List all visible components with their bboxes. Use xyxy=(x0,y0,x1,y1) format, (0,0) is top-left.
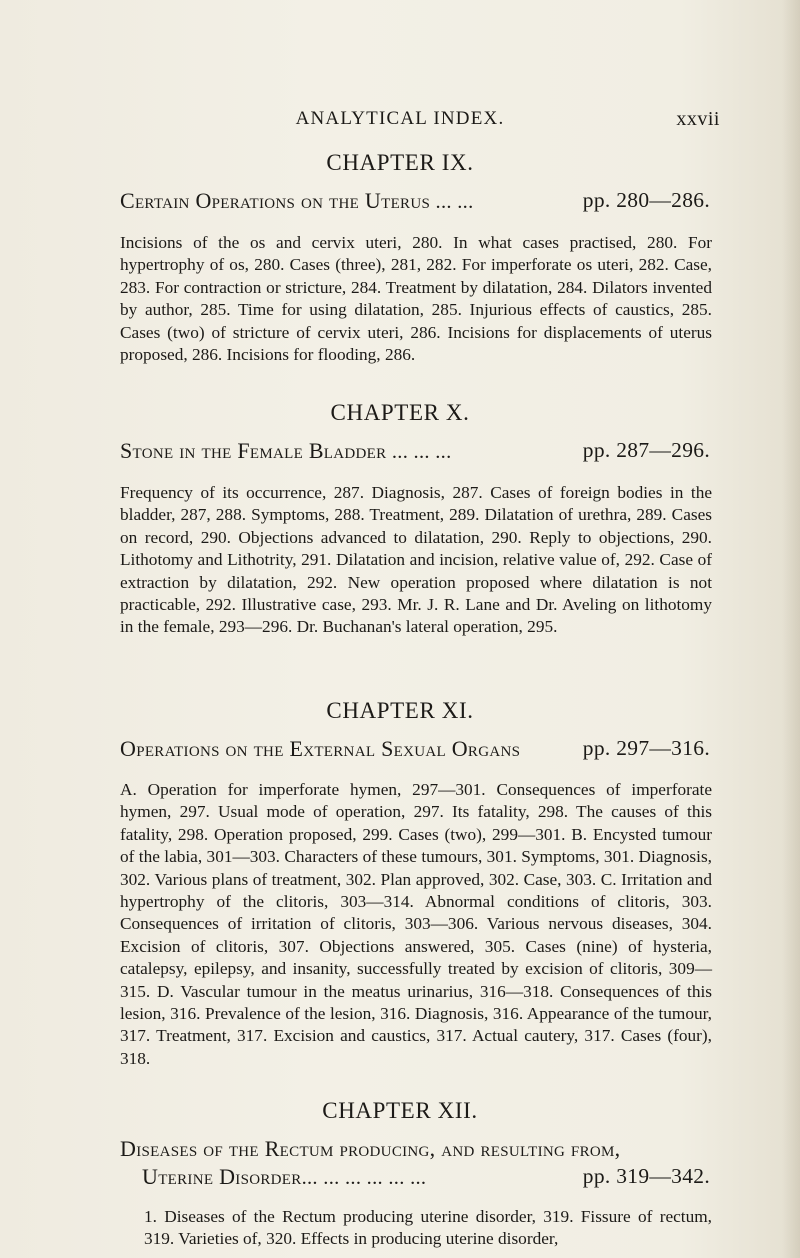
chapter-subject-title: Certain Operations on the Uterus xyxy=(120,188,431,213)
index-paragraph: A. Operation for imperforate hymen, 297—301. Consequences of imperforate hymen, 297. Usual mode of operation, 297. Its fatality, 298. The causes of this fatality, 298. Operation proposed, 299. Cases (two), 299—301. B. Encysted tumour of the labia, 301—303. Characters of these tumours, 301. Symptoms, 301. Diagnosis, 302. Various plans of treatment, 302. Plan approved, 302. Case, 303. C. Irritation and hypertrophy of the clitoris, 303—314. Abnormal conditions of clitoris, 303. Consequences of irritation of clitoris, 303—306. Various nervous diseases, 304. Excision of clitoris, 307. Objections answered, 305. Cases (nine) of hysteria, catalepsy, epilepsy, and insanity, successfully treated by excision of clitoris, 309—315. D. Vascular tumour in the meatus urinarius, 316—318. Consequences of this lesion, 316. Prevalence of the lesion, 316. Diagnosis, 316. Appearance of the tumour, 317. Treatment, 317. Excision and caustics, 317. Actual cautery, 317. Cases (four), 318. xyxy=(120,780,712,1068)
chapter-subject-title-line1: Diseases of the Rectum producing, and resulting from, xyxy=(120,1136,621,1161)
chapter-heading-12: CHAPTER XII. xyxy=(322,1098,478,1123)
chapter-page-range: pp. 297—316. xyxy=(582,736,710,760)
chapter-body-9 xyxy=(120,232,712,366)
chapter-subject-leader: ... ... ... xyxy=(386,441,452,463)
index-paragraph: 1. Diseases of the Rectum producing uterine disorder, 319. Fissure of rectum, 319. Varieties of, 320. Effects in producing uterine disorder, xyxy=(144,1207,712,1249)
chapter-subject-12 xyxy=(120,1136,710,1190)
chapter-subject-title-line2: Uterine Disorder xyxy=(142,1164,302,1189)
chapter-body-11 xyxy=(120,779,712,1070)
chapter-subject-title: Stone in the Female Bladder xyxy=(120,438,387,463)
chapter-heading-9: CHAPTER IX. xyxy=(326,150,474,175)
chapter-subject-title: Operations on the External Sexual Organs xyxy=(120,736,521,761)
chapter-subject-9 xyxy=(120,188,710,214)
chapter-page-range: pp. 319—342. xyxy=(582,1164,710,1188)
chapter-subject-11 xyxy=(120,736,710,762)
chapter-heading-10: CHAPTER X. xyxy=(330,400,470,425)
index-paragraph: Incisions of the os and cervix uteri, 280. In what cases practised, 280. For hypertrophy of os, 280. Cases (three), 281, 282. For imperforate os uteri, 282. Case, 283. For contraction or stricture, 284. Treatment by dilatation, 284. Dilators invented by author, 285. Time for using dilatation, 285. Injurious effects of caustics, 285. Cases (two) of stricture of cervix uteri, 286. Incisions for displacements of uterus proposed, 286. Incisions for flooding, 286. xyxy=(120,233,712,365)
running-head xyxy=(0,108,800,138)
running-head-title: ANALYTICAL INDEX. xyxy=(295,108,505,129)
index-paragraph: Frequency of its occurrence, 287. Diagnosis, 287. Cases of foreign bodies in the bladder, 287, 288. Symptoms, 288. Treatment, 289. Dilatation of urethra, 289. Cases on record, 290. Objections advanced to dilatation, 290. Reply to objections, 290. Lithotomy and Lithotrity, 291. Dilatation and incision, relative value of, 292. Case of extraction by dilatation, 292. New operation proposed where dilatation is not practicable, 292. Illustrative case, 293. Mr. J. R. Lane and Dr. Aveling on lithotomy in the female, 293—296. Dr. Buchanan's lateral operation, 295. xyxy=(120,483,712,637)
chapter-subject-leader: ... ... xyxy=(430,191,474,213)
chapter-page-range: pp. 287—296. xyxy=(582,438,710,462)
chapter-subject-10 xyxy=(120,438,710,464)
chapter-body-10 xyxy=(120,482,712,639)
chapter-subject-leader: ... ... ... ... ... ... xyxy=(301,1167,427,1189)
chapter-page-range: pp. 280—286. xyxy=(582,188,710,212)
chapter-heading-11: CHAPTER XI. xyxy=(326,698,474,723)
chapter-body-12 xyxy=(120,1206,712,1251)
page-number: xxvii xyxy=(676,108,720,130)
page-edge-shadow xyxy=(782,0,800,1258)
